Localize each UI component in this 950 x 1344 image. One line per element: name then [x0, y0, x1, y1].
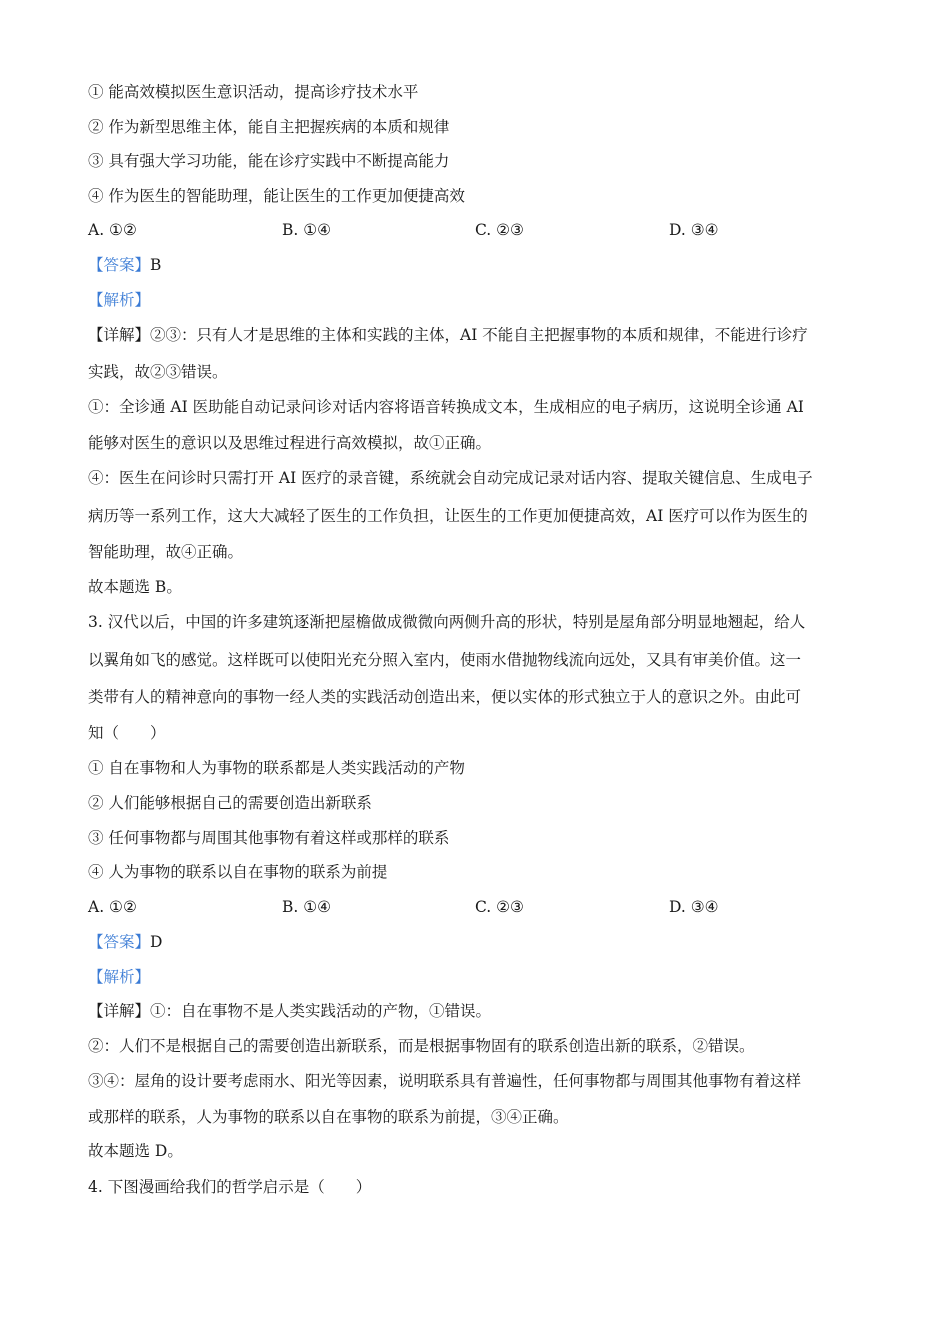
- q3-detail-text-1: ①：自在事物不是人类实践活动的产物，①错误。: [150, 1002, 492, 1020]
- q3-detail-line-3: ③④：屋角的设计要考虑雨水、阳光等因素，说明联系具有普遍性，任何事物都与周围其他事物有着这样: [88, 1072, 802, 1090]
- q2-detail-tag: 【详解】: [88, 326, 151, 344]
- q2-detail-line-5: ④：医生在问诊时只需打开 AI 医疗的录音键，系统就会自动完成记录对话内容、提取关键信息、生成电子: [88, 469, 813, 487]
- q2-option-b: B. ①④: [282, 221, 332, 239]
- q2-detail-line-2: 实践，故②③错误。: [88, 363, 228, 381]
- q3-detail-tag: 【详解】: [88, 1002, 151, 1020]
- q3-stem-line-4: 知（ ）: [88, 724, 166, 742]
- q2-option-d: D. ③④: [669, 221, 719, 239]
- q2-item-4: ④ 作为医生的智能助理，能让医生的工作更加便捷高效: [88, 187, 465, 205]
- q2-detail-line-4: 能够对医生的意识以及思维过程进行高效模拟，故①正确。: [88, 434, 492, 452]
- q3-detail-line-2: ②：人们不是根据自己的需要创造出新联系，而是根据事物固有的联系创造出新的联系，②错误。: [88, 1037, 755, 1055]
- q3-option-b: B. ①④: [282, 898, 332, 916]
- q3-item-4: ④ 人为事物的联系以自在事物的联系为前提: [88, 863, 388, 881]
- q4-stem: 4. 下图漫画给我们的哲学启示是（ ）: [88, 1178, 372, 1196]
- q2-item-2: ② 作为新型思维主体，能自主把握疾病的本质和规律: [88, 118, 450, 136]
- q2-answer: [88, 255, 870, 275]
- q3-detail-line-1: [88, 1001, 870, 1021]
- q2-detail-line-3: ①：全诊通 AI 医助能自动记录问诊对话内容将语音转换成文本，生成相应的电子病历，这说明全诊通 AI: [88, 398, 804, 416]
- q3-option-c: C. ②③: [475, 898, 524, 916]
- q2-detail-line-6: 病历等一系列工作，这大大减轻了医生的工作负担，让医生的工作更加便捷高效，AI 医疗可以作为医生的: [88, 507, 808, 525]
- q3-item-3: ③ 任何事物都与周围其他事物有着这样或那样的联系: [88, 829, 450, 847]
- q3-option-d: D. ③④: [669, 898, 719, 916]
- q3-conclusion: 故本题选 D。: [88, 1142, 183, 1160]
- q2-answer-value: B: [150, 256, 162, 274]
- q2-analysis: [88, 290, 870, 310]
- q2-answer-tag: 【答案】: [88, 256, 151, 274]
- q3-item-1: ① 自在事物和人为事物的联系都是人类实践活动的产物: [88, 759, 465, 777]
- q2-option-a: A. ①②: [88, 221, 137, 239]
- q2-conclusion: 故本题选 B。: [88, 578, 182, 596]
- q3-option-a: A. ①②: [88, 898, 137, 916]
- q2-analysis-tag: 【解析】: [88, 291, 151, 309]
- q3-stem-line-2: 以翼角如飞的感觉。这样既可以使阳光充分照入室内，使雨水借抛物线流向远处，又具有审美价值。这一: [88, 651, 802, 669]
- q2-item-3: ③ 具有强大学习功能，能在诊疗实践中不断提高能力: [88, 152, 450, 170]
- q3-stem-line-3: 类带有人的精神意向的事物一经人类的实践活动创造出来，便以实体的形式独立于人的意识之外。由此可: [88, 688, 802, 706]
- q2-detail-line-7: 智能助理，故④正确。: [88, 543, 244, 561]
- q3-answer-tag: 【答案】: [88, 933, 151, 951]
- q2-option-c: C. ②③: [475, 221, 524, 239]
- q3-analysis: [88, 967, 870, 987]
- q3-analysis-tag: 【解析】: [88, 968, 151, 986]
- q3-answer: [88, 932, 870, 952]
- q3-item-2: ② 人们能够根据自己的需要创造出新联系: [88, 794, 372, 812]
- q3-answer-value: D: [150, 933, 163, 951]
- q3-stem-line-1: 3. 汉代以后，中国的许多建筑逐渐把屋檐做成微微向两侧升高的形状，特别是屋角部分明显地翘起，给人: [88, 613, 806, 631]
- q2-detail-text-1: ②③：只有人才是思维的主体和实践的主体，AI 不能自主把握事物的本质和规律，不能进行诊疗: [150, 326, 808, 344]
- q2-item-1: ① 能高效模拟医生意识活动，提高诊疗技术水平: [88, 83, 419, 101]
- q3-detail-line-4: 或那样的联系，人为事物的联系以自在事物的联系为前提，③④正确。: [88, 1108, 569, 1126]
- q2-detail-line-1: [88, 325, 870, 345]
